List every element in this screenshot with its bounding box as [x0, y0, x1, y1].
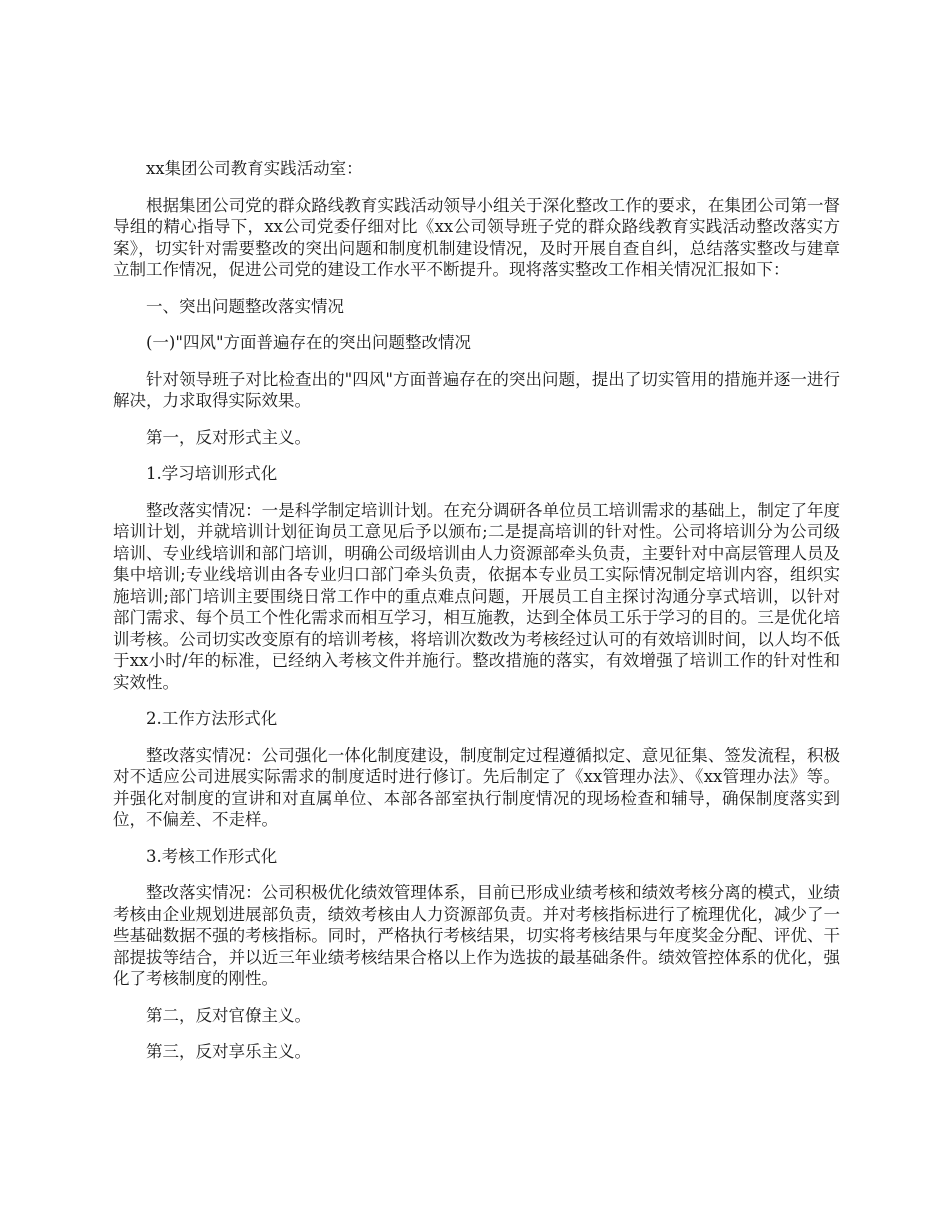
point-title-formalism: 第一，反对形式主义。	[146, 427, 311, 447]
point-title-bureaucracy: 第二，反对官僚主义。	[146, 1005, 311, 1025]
item-title-work-method: 2.工作方法形式化	[146, 709, 278, 728]
subsection-title: (一)"四风"方面普遍存在的突出问题整改情况	[146, 333, 472, 352]
document-page	[113, 158, 840, 1078]
item-body-training: 整改落实情况：一是科学制定培训计划。在充分调研各单位员工培训需求的基础上，制定了年度培训计划，并就培训计划征询员工意见后予以颁布;二是提高培训的针对性。公司将培训分为公司级培训、专业线培训和部门培训，明确公司级培训由人力资源部牵头负责，主要针对中高层管理人员及集中培训;专业线培训由各专业归口部门牵头负责，依据本专业员工实际情况制定培训内容，组织实施培训;部门培训主要围绕日常工作中的重点难点问题，开展员工自主探讨沟通分享式培训，以针对部门需求、每个员工个性化需求而相互学习，相互施教，达到全体员工乐于学习的目的。三是优化培训考核。公司切实改变原有的培训考核，将培训次数改为考核经过认可的有效培训时间，以人均不低于xx小时/年的标准，已经纳入考核文件并施行。整改措施的落实，有效增强了培训工作的针对性和实效性。	[113, 500, 840, 692]
item-body-assessment: 整改落实情况：公司积极优化绩效管理体系，目前已形成业绩考核和绩效考核分离的模式，业绩考核由企业规划进展部负责，绩效考核由人力资源部负责。并对考核指标进行了梳理优化，减少了一些基础数据不强的考核指标。同时，严格执行考核结果，切实将考核结果与年度奖金分配、评优、干部提拔等结合，并以近三年业绩考核结果合格以上作为选拔的最基础条件。绩效管控体系的优化，强化了考核制度的刚性。	[113, 883, 840, 988]
section-title: 一、突出问题整改落实情况	[146, 296, 344, 316]
item-title-assessment: 3.考核工作形式化	[146, 846, 278, 866]
intro-paragraph: 根据集团公司党的群众路线教育实践活动领导小组关于深化整改工作的要求，在集团公司第一督导组的精心指导下，xx公司党委仔细对比《xx公司领导班子党的群众路线教育实践活动整改落实方案》，切实针对需要整改的突出问题和制度机制建设情况，及时开展自查自纠，总结落实整改与建章立制工作情况，促进公司党的建设工作水平不断提升。现将落实整改工作相关情况汇报如下：	[113, 195, 840, 279]
greeting-line: xx集团公司教育实践活动室：	[146, 159, 363, 178]
point-title-hedonism: 第三，反对享乐主义。	[146, 1042, 311, 1061]
item-body-work-method: 整改落实情况：公司强化一体化制度建设，制度制定过程遵循拟定、意见征集、签发流程，积极对不适应公司进展实际需求的制度适时进行修订。先后制定了《xx管理办法》、《xx管理办法》等。并强化对制度的宣讲和对直属单位、本部各部室执行制度情况的现场检查和辅导，确保制度落实到位，不偏差、不走样。	[113, 745, 840, 829]
item-title-training: 1.学习培训形式化	[146, 464, 278, 483]
subsection-intro-paragraph: 针对领导班子对比检查出的"四风"方面普遍存在的突出问题，提出了切实管用的措施并逐一进行解决，力求取得实际效果。	[113, 369, 840, 410]
